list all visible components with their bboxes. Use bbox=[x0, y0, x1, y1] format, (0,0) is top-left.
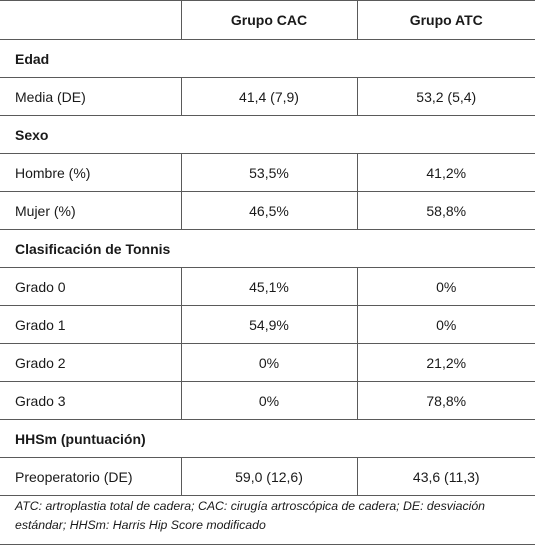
table-row bbox=[0, 382, 535, 420]
row-label: Mujer (%) bbox=[0, 192, 181, 230]
row-label: Hombre (%) bbox=[0, 154, 181, 192]
cac-value: 53,5% bbox=[181, 154, 357, 192]
table-row bbox=[0, 306, 535, 344]
header-grupo-atc: Grupo ATC bbox=[357, 1, 535, 40]
table-row bbox=[0, 458, 535, 496]
section-title: HHSm (puntuación) bbox=[0, 420, 535, 458]
table-row bbox=[0, 192, 535, 230]
section-row-tonnis bbox=[0, 230, 535, 268]
section-row-hhsm bbox=[0, 420, 535, 458]
row-label: Grado 1 bbox=[0, 306, 181, 344]
table-footnote: ATC: artroplastia total de cadera; CAC: cirugía artroscópica de cadera; DE: desviación estándar; HHSm: Harris Hip Score modificado bbox=[15, 499, 486, 532]
row-label: Preoperatorio (DE) bbox=[0, 458, 181, 496]
cac-value: 45,1% bbox=[181, 268, 357, 306]
header-row bbox=[0, 1, 535, 40]
table-row bbox=[0, 344, 535, 382]
section-row-sexo bbox=[0, 116, 535, 154]
bottom-divider bbox=[0, 544, 535, 545]
atc-value: 53,2 (5,4) bbox=[357, 78, 535, 116]
atc-value: 43,6 (11,3) bbox=[357, 458, 535, 496]
table-row bbox=[0, 154, 535, 192]
atc-value: 21,2% bbox=[357, 344, 535, 382]
header-grupo-cac: Grupo CAC bbox=[181, 1, 357, 40]
table-row bbox=[0, 78, 535, 116]
table-row bbox=[0, 268, 535, 306]
header-empty-cell bbox=[0, 1, 181, 40]
atc-value: 0% bbox=[357, 268, 535, 306]
cac-value: 0% bbox=[181, 344, 357, 382]
section-title: Edad bbox=[0, 40, 535, 78]
table-body bbox=[0, 1, 535, 496]
cac-value: 0% bbox=[181, 382, 357, 420]
cac-value: 59,0 (12,6) bbox=[181, 458, 357, 496]
cac-value: 54,9% bbox=[181, 306, 357, 344]
row-label: Grado 2 bbox=[0, 344, 181, 382]
atc-value: 78,8% bbox=[357, 382, 535, 420]
row-label: Grado 3 bbox=[0, 382, 181, 420]
section-row-edad bbox=[0, 40, 535, 78]
section-title: Clasificación de Tonnis bbox=[0, 230, 535, 268]
atc-value: 58,8% bbox=[357, 192, 535, 230]
atc-value: 0% bbox=[357, 306, 535, 344]
row-label: Grado 0 bbox=[0, 268, 181, 306]
atc-value: 41,2% bbox=[357, 154, 535, 192]
cac-value: 46,5% bbox=[181, 192, 357, 230]
section-title: Sexo bbox=[0, 116, 535, 154]
cac-value: 41,4 (7,9) bbox=[181, 78, 357, 116]
row-label: Media (DE) bbox=[0, 78, 181, 116]
